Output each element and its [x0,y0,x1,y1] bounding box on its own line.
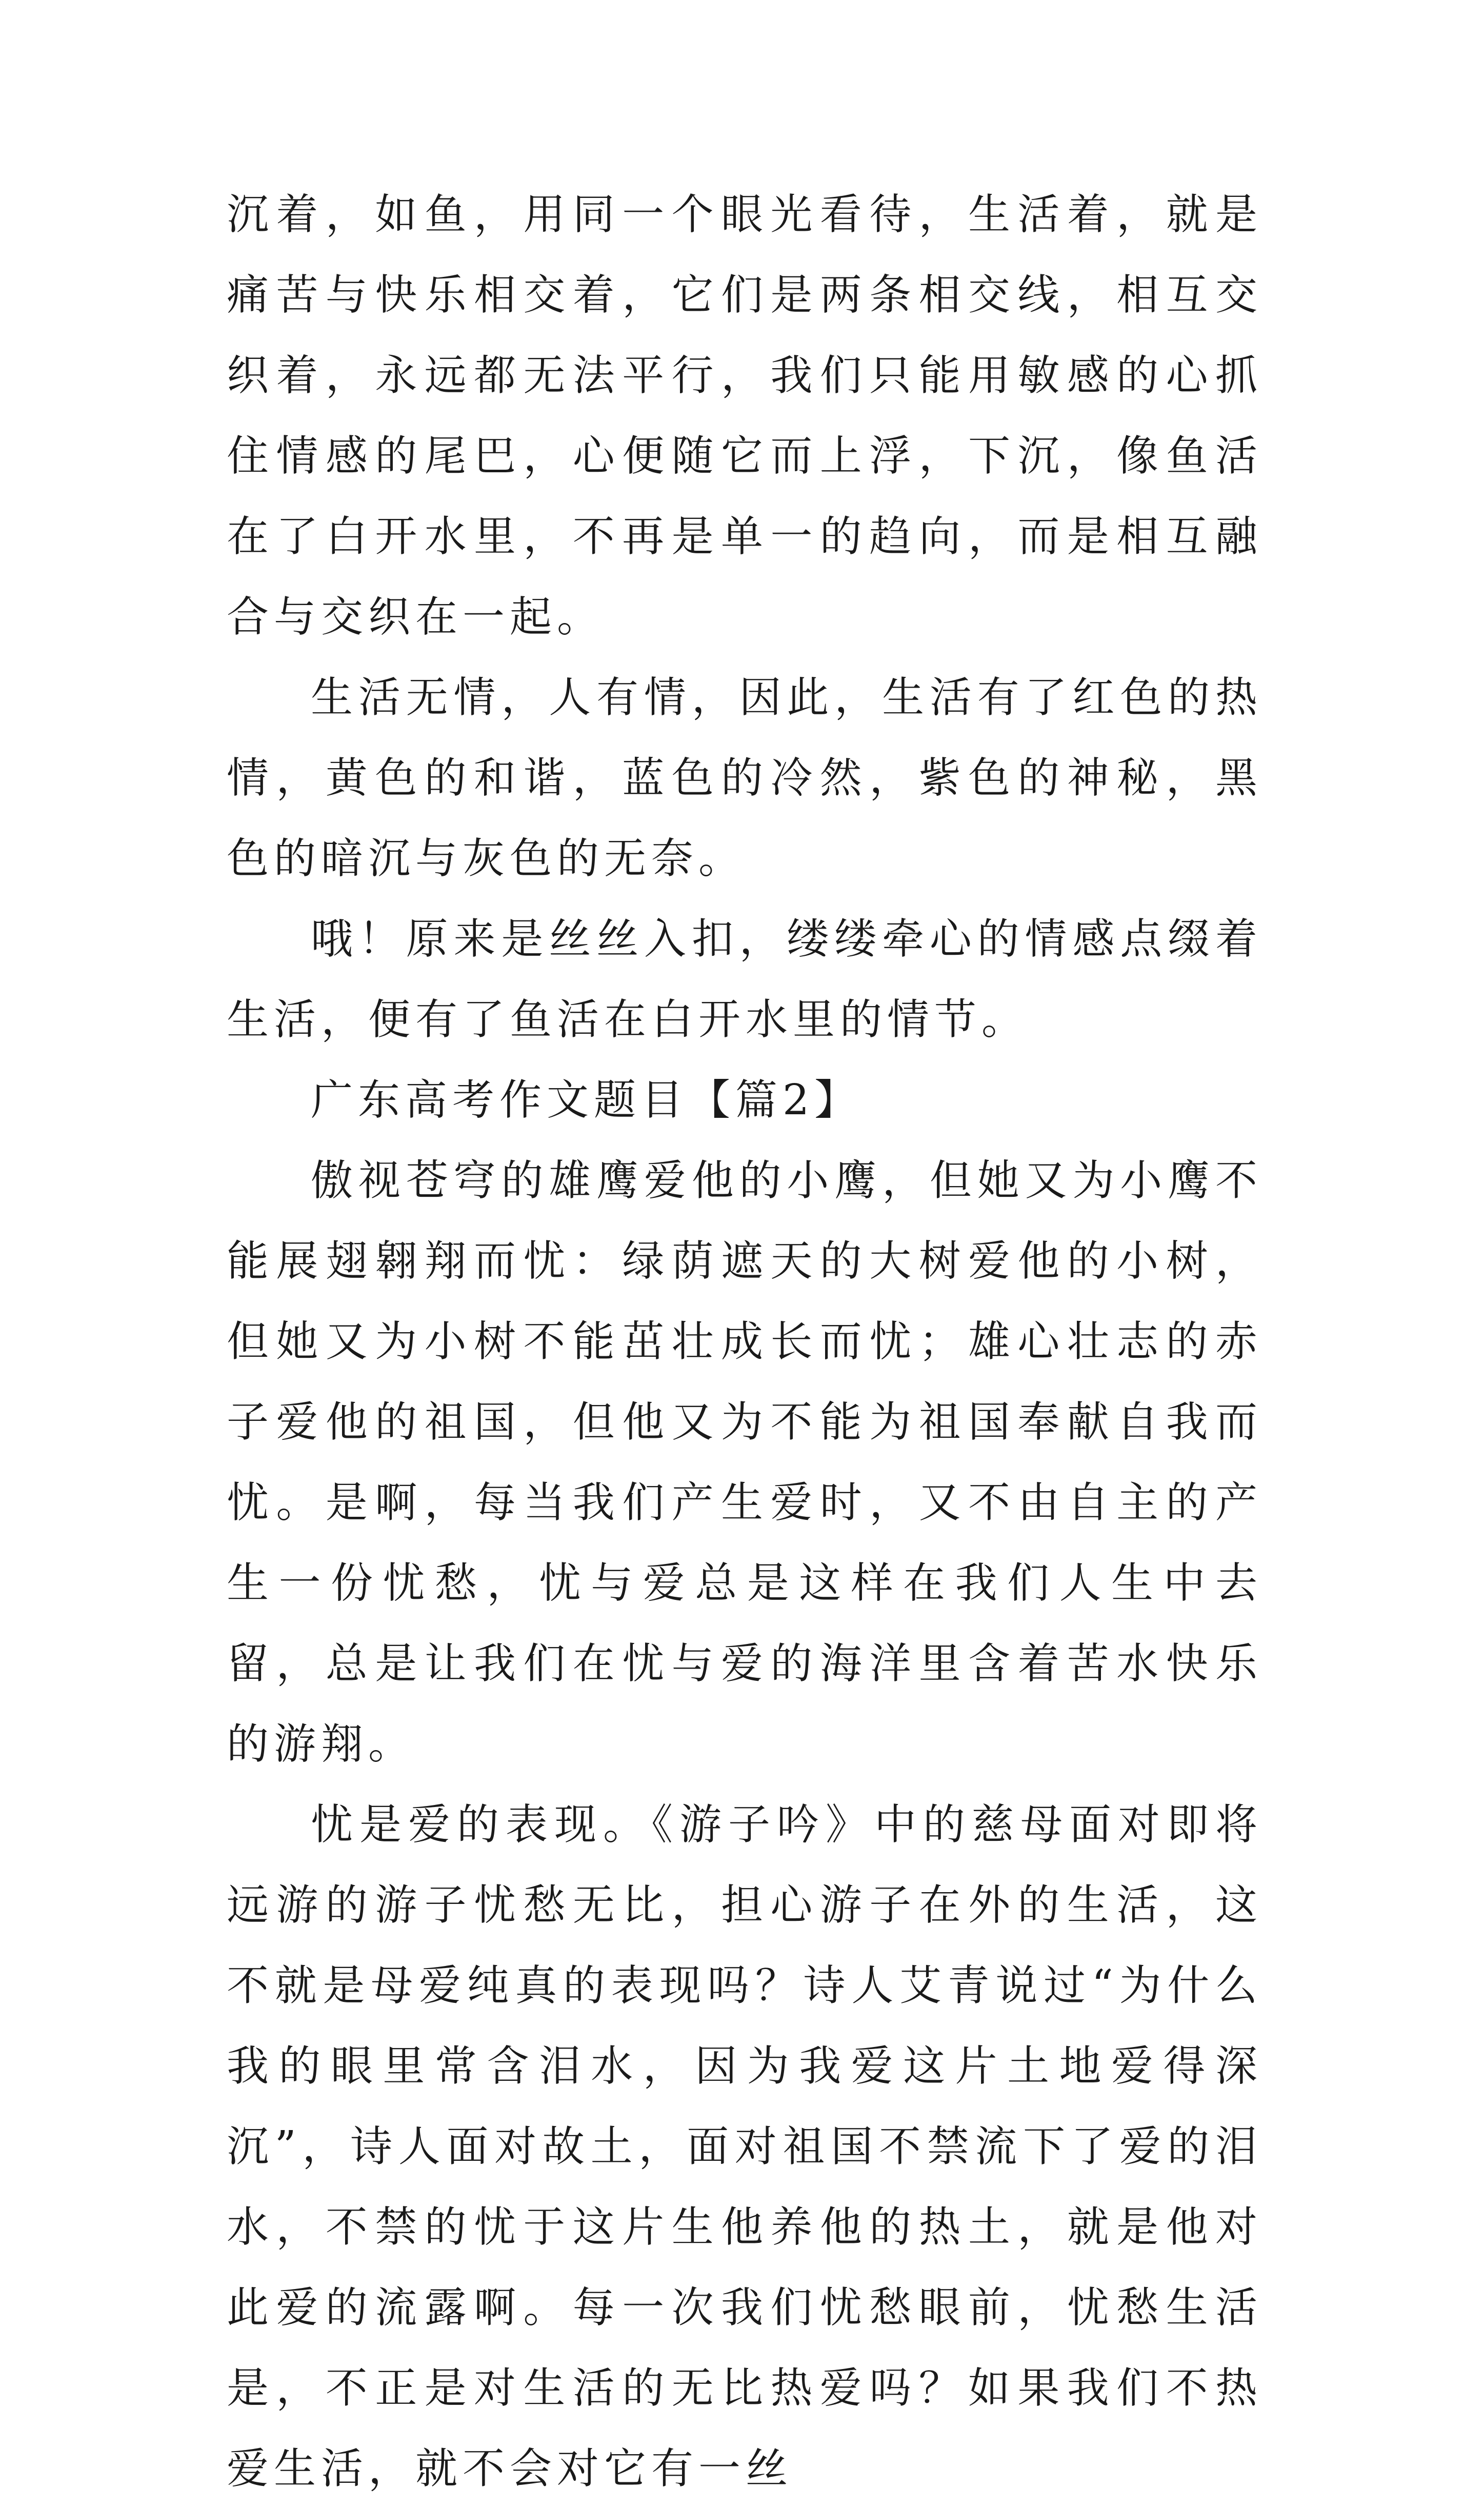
section-heading: 广东高考作文题目【篇2】 [311,1076,862,1125]
paragraph-4: 傲视苍穹的雄鹰爱他的小鹰，但她又为小鹰不能展翅翱翔而忧：绿荫遮天的大树爱他的小树，但她又为小树不能茁壮成长而忧；雄心壮志的赤子爱他的祖国，但他又为不能为祖国奉献自我而忧。是啊，每当我们产生爱时，又不由自主的产生一份忧愁，忧与爱总是这样在我们人生中去留，总是让我们在忧与爱的海洋里含着苦水快乐的游翔。 [227,1156,1262,1769]
paragraph-5: 忧是爱的表现。《游子吟》中的慈母面对即将远游的游子忧愁无比，担心游子在外的生活，这不就是母爱纯真的表现吗？诗人艾青说过“为什么我的眼里常含泪水，因为我爱这片土地爱得深沉”，诗人面对故土，面对祖国不禁流下了爱的泪水，不禁的忧于这片生他养他的热土，就是他对此爱的流露啊。每一次我们忧愁眼前，忧愁生活是，不正是对生活的无比热爱吗？如果我们不热爱生活，就不会对它有一丝 [227,1800,1262,2493]
paragraph-3: 哦！原来是丝丝入扣，缕缕牵心的情感点缀着生活，便有了鱼活在白开水里的情节。 [227,915,1262,1044]
paragraph-1: 沉着，如鱼，用同一个眼光看待，生活着，就是痛苦与快乐相交着，它们是两条相交线，相互交织着，永远都无法平行，我们只能用敏感的心抓住情感的尾巴，心便随它而上浮，下沉，像鱼活在了白开水里，不再是单一的趋向，而是相互融合与交织在一起。 [227,190,1262,641]
paragraph-2: 生活无情，人有情，因此，生活有了红色的热情，黄色的和谐，蓝色的冷然，紫色的神秘，黑色的暗沉与灰色的无奈。 [227,673,1262,883]
document-body [227,174,1262,2509]
